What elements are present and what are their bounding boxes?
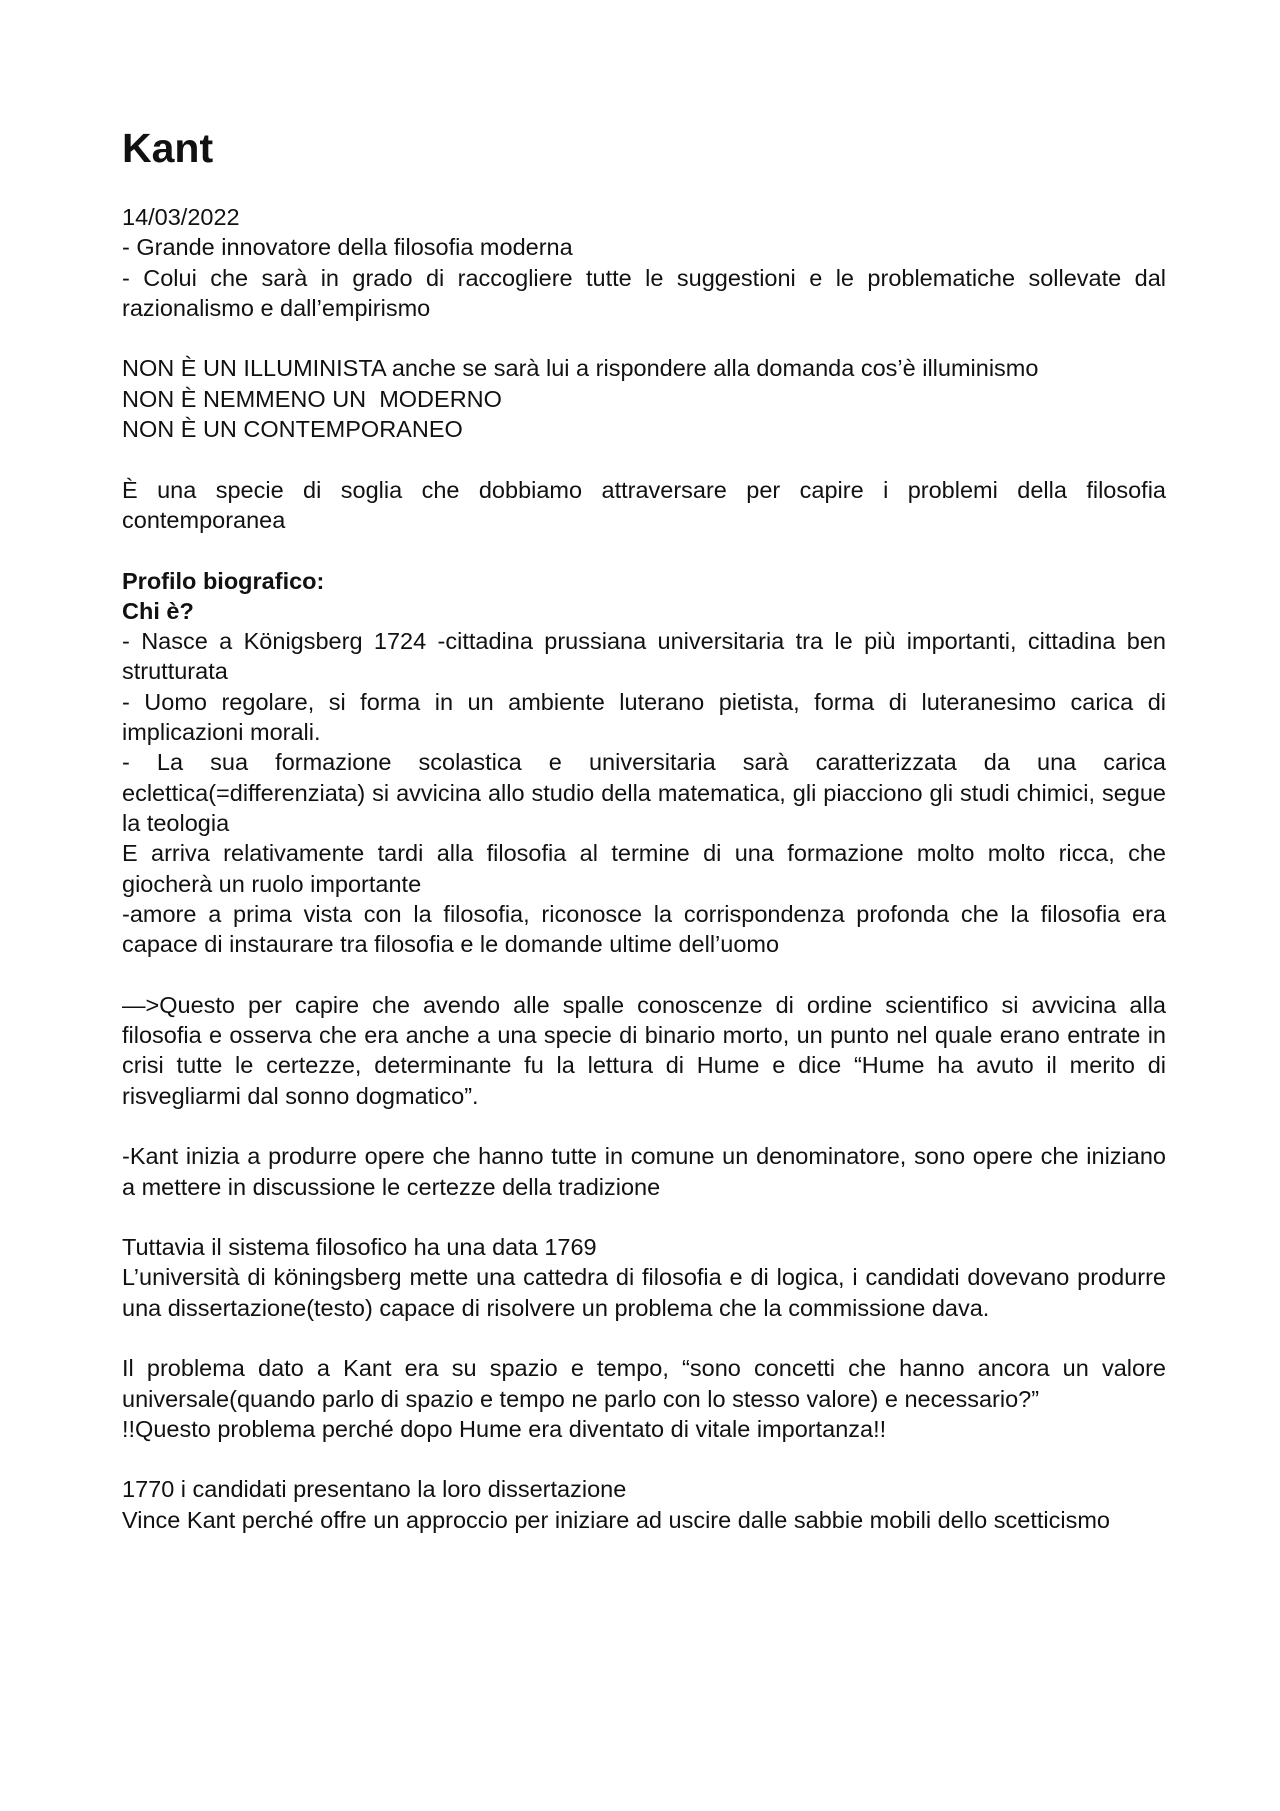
negation-line-1: NON È UN ILLUMINISTA anche se sarà lui a rispondere alla domanda cos’è illuminismo <box>122 355 1039 382</box>
date-line: 14/03/2022 <box>122 204 240 230</box>
paragraph-gap <box>122 1111 1166 1141</box>
intro-item-2: - Colui che sarà in grado di raccogliere tutte le suggestioni e le problematiche sollevate dal razionalismo e dall’empirismo <box>122 264 1166 321</box>
hume-paragraph: —>Questo per capire che avendo alle spalle conoscenze di ordine scientifico si avvicina alla filosofia e osserva che era anche a una specie di binario morto, un punto nel quale erano entrate in crisi tutte le certezze, determinante fu la lettura di Hume e dice “Hume ha avuto il merito di risvegliarmi dal sonno dogmatico”. <box>122 991 1166 1109</box>
profile-item-1: - Nasce a Königsberg 1724 -cittadina prussiana universitaria tra le più importanti, cittadina ben strutturata <box>122 628 1166 685</box>
works-paragraph: -Kant inizia a produrre opere che hanno tutte in comune un denominatore, sono opere che iniziano a mettere in discussione le certezze della tradizione <box>122 1143 1166 1200</box>
winner-paragraph: Vince Kant perché offre un approccio per iniziare ad uscire dalle sabbie mobili dello scetticismo <box>122 1506 1110 1533</box>
document-page <box>122 118 1166 1535</box>
profile-item-3: - La sua formazione scolastica e universitaria sarà caratterizzata da una carica eclettica(=differenziata) si avvicina allo studio della matematica, gli piacciono gli studi chimici, segue la teologia <box>122 749 1166 836</box>
paragraph-gap <box>122 444 1166 474</box>
intro-item-1: - Grande innovatore della filosofia moderna <box>122 234 573 261</box>
paragraph-gap <box>122 1323 1166 1353</box>
profile-item-5: -amore a prima vista con la filosofia, riconosce la corrispondenza profonda che la filosofia era capace di instaurare tra filosofia e le domande ultime dell’uomo <box>122 900 1166 958</box>
negation-line-3: NON È UN CONTEMPORANEO <box>122 416 463 443</box>
university-paragraph: L’università di köningsberg mette una cattedra di filosofia e di logica, i candidati dovevano produrre una dissertazione(testo) capace di risolvere un problema che la commissione dava. <box>122 1264 1166 1321</box>
problem-note: !!Questo problema perché dopo Hume era diventato di vitale importanza!! <box>122 1415 887 1442</box>
profile-heading: Profilo biografico: <box>122 567 325 594</box>
page-title: Kant <box>122 125 214 171</box>
threshold-paragraph: È una specie di soglia che dobbiamo attraversare per capire i problemi della filosofia contemporanea <box>122 476 1166 533</box>
negation-line-2: NON È NEMMENO UN MODERNO <box>122 385 502 412</box>
problem-paragraph: Il problema dato a Kant era su spazio e tempo, “sono concetti che hanno ancora un valore universale(quando parlo di spazio e tempo ne parlo con lo stesso valore) e necessario?” <box>122 1355 1166 1412</box>
paragraph-gap <box>122 323 1166 353</box>
who-heading: Chi è? <box>122 597 194 624</box>
system-date-line: Tuttavia il sistema filosofico ha una data 1769 <box>122 1234 597 1261</box>
profile-item-2: - Uomo regolare, si forma in un ambiente luterano pietista, forma di luteranesimo carica di implicazioni morali. <box>122 688 1166 746</box>
paragraph-gap <box>122 959 1166 989</box>
paragraph-gap <box>122 535 1166 565</box>
paragraph-gap <box>122 1202 1166 1232</box>
profile-item-4: E arriva relativamente tardi alla filosofia al termine di una formazione molto molto ricca, che giocherà un ruolo importante <box>122 840 1166 897</box>
paragraph-gap <box>122 1444 1166 1474</box>
year-1770-line: 1770 i candidati presentano la loro dissertazione <box>122 1476 627 1503</box>
